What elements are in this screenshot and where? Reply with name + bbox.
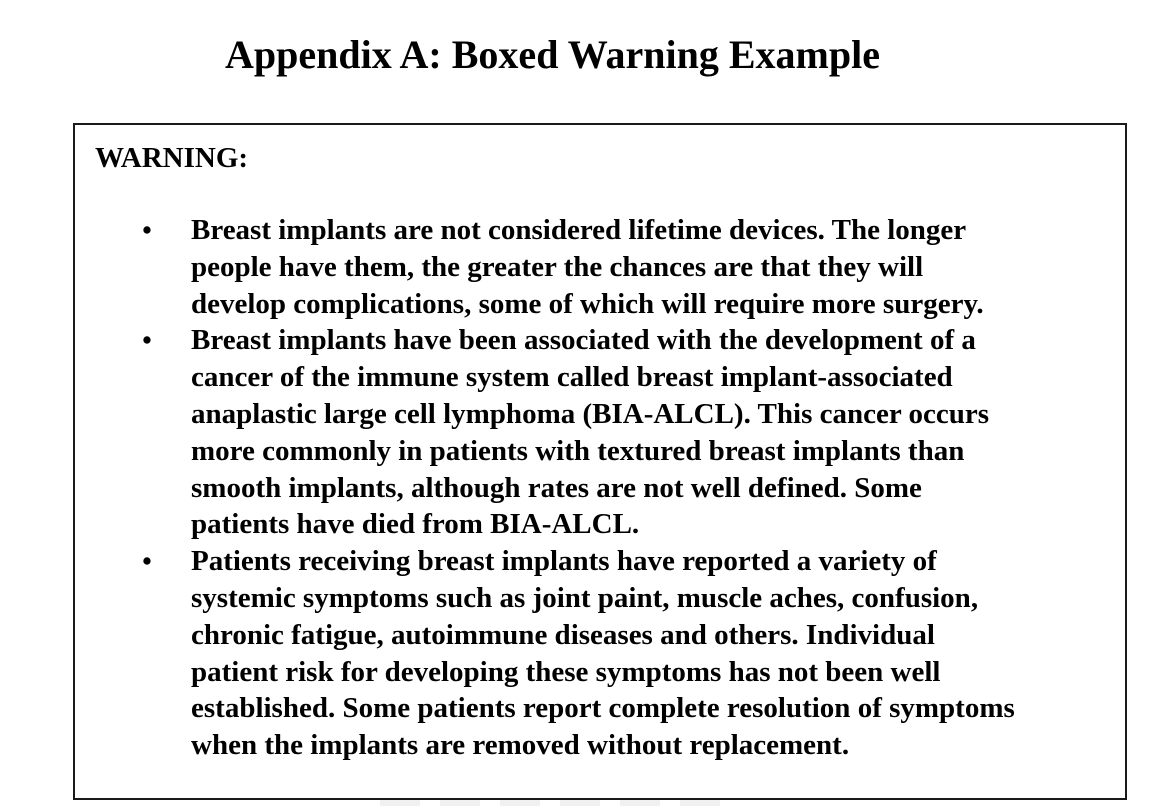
bullet-line: more commonly in patients with textured breast implants than	[191, 434, 965, 467]
bullet-line: established. Some patients report complete resolution of symptoms	[191, 692, 1015, 725]
page-title: Appendix A: Boxed Warning Example	[225, 32, 880, 77]
bullet-icon: •	[142, 215, 152, 245]
bullet-text	[191, 543, 1115, 764]
bullet-line: Breast implants are not considered lifetime devices. The longer	[191, 214, 967, 246]
bullet-text	[191, 322, 1115, 543]
bullet-line: develop complications, some of which will require more surgery.	[191, 287, 984, 320]
bullet-line: smooth implants, although rates are not well defined. Some	[191, 471, 922, 504]
warning-heading: WARNING:	[95, 142, 249, 174]
warning-bullet-list	[75, 212, 1115, 764]
bullet-line: systemic symptoms such as joint paint, muscle aches, confusion,	[191, 581, 979, 614]
bullet-line: people have them, the greater the chances are that they will	[191, 250, 924, 283]
warning-bullet-systemic-symptoms	[75, 543, 1115, 764]
warning-bullet-lifetime-devices	[75, 212, 1115, 322]
bullet-line: Breast implants have been associated with the development of a	[191, 324, 976, 357]
boxed-warning	[73, 123, 1127, 800]
page-edge-shadow	[380, 800, 740, 806]
bullet-line: patient risk for developing these symptoms has not been well	[191, 655, 941, 688]
bullet-icon: •	[142, 325, 152, 356]
warning-bullet-bia-alcl	[75, 322, 1115, 543]
bullet-line: chronic fatigue, autoimmune diseases and others. Individual	[191, 618, 935, 651]
bullet-text	[191, 212, 1115, 322]
bullet-line: Patients receiving breast implants have reported a variety of	[191, 545, 937, 578]
bullet-line: anaplastic large cell lymphoma (BIA-ALCL). This cancer occurs	[191, 397, 989, 430]
bullet-line: patients have died from BIA-ALCL.	[191, 508, 640, 541]
bullet-line: when the implants are removed without replacement.	[191, 729, 850, 762]
bullet-line: cancer of the immune system called breast implant-associated	[191, 361, 953, 394]
bullet-icon: •	[142, 546, 152, 577]
